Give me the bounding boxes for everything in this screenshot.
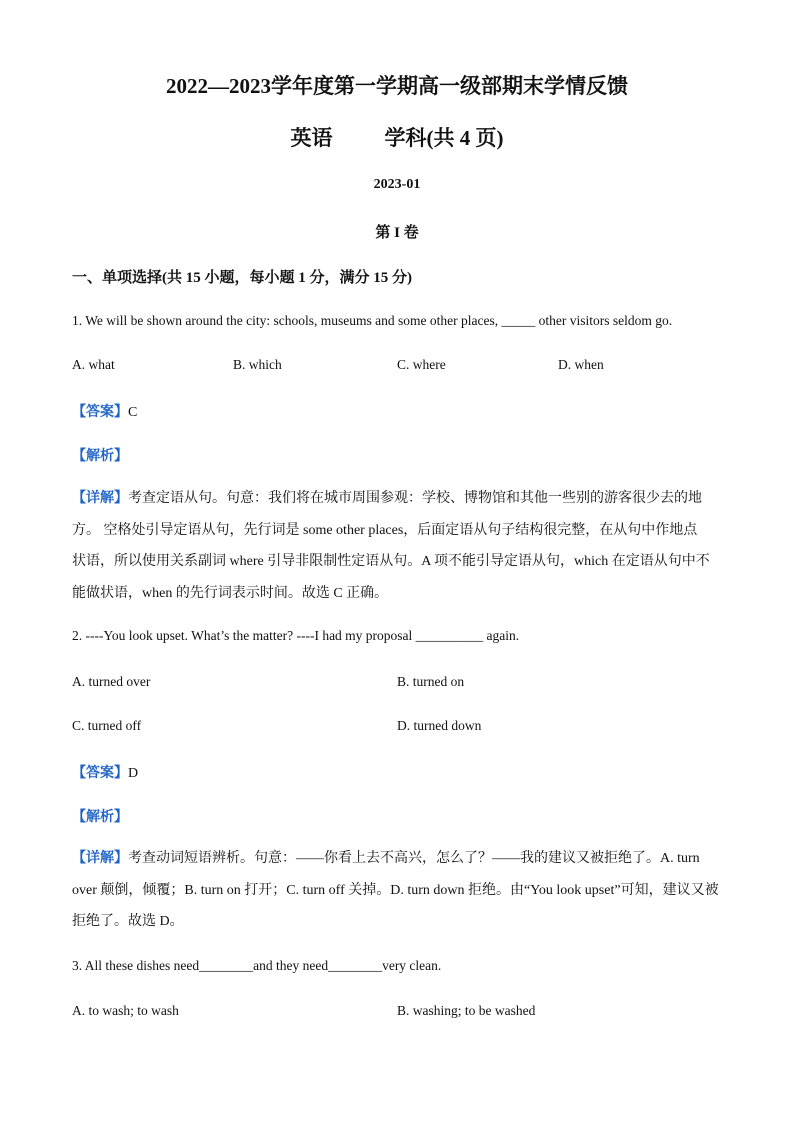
question-2-answer [72, 762, 138, 782]
subject-line [0, 122, 794, 152]
analysis-label: 【解析】 [72, 449, 128, 464]
question-3-option-b: B. washing; to be washed [397, 1003, 536, 1018]
question-2-option-c: C. turned off [72, 718, 142, 733]
detail-line: 能做状语，when 的先行词表示时间。故选 C 正确。 [72, 585, 389, 601]
question-2-detail [72, 843, 722, 938]
question-3-option-a: A. to wash; to wash [72, 1003, 179, 1018]
question-1-option-a: A. what [72, 357, 115, 372]
detail-label: 【详解】 [72, 491, 128, 506]
detail-line: over 颠倒，倾覆；B. turn on 打开；C. turn off 关掉。D. turn down 拒绝。由“You look upset”可知，建议又被 [72, 882, 719, 898]
question-1-detail [72, 483, 722, 609]
detail-line: 【详解】考查动词短语辨析。句意：——你看上去不高兴，怎么了？——我的建议又被拒绝了。A. turn [72, 851, 700, 866]
question-1-answer [72, 401, 137, 421]
question-1-option-d: D. when [558, 357, 604, 372]
section-heading: 一、单项选择(共 15 小题，每小题 1 分，满分 15 分) [72, 270, 412, 286]
exam-title: 2022—2023学年度第一学期高一级部期末学情反馈 [166, 74, 628, 98]
subject-suffix: 学科(共 4 页) [384, 126, 504, 150]
answer-value: D [128, 766, 139, 781]
answer-label: 【答案】 [72, 766, 128, 781]
question-1-option-b: B. which [233, 357, 282, 372]
detail-label: 【详解】 [72, 851, 128, 866]
subject-name: 英语 [290, 126, 333, 150]
question-2-stem: 2. ----You look upset. What’s the matter? ----I had my proposal __________ again. [72, 628, 520, 643]
question-2-analysis [72, 806, 128, 826]
question-1-option-c: C. where [397, 357, 446, 372]
exam-date: 2023-01 [373, 177, 421, 192]
analysis-label: 【解析】 [72, 810, 128, 825]
question-2-option-b: B. turned on [397, 674, 465, 689]
answer-value: C [128, 405, 138, 420]
question-1-stem: 1. We will be shown around the city: schools, museums and some other places, _____ other visitors seldom go. [72, 313, 673, 328]
answer-label: 【答案】 [72, 405, 128, 420]
volume-label: 第 I 卷 [375, 225, 419, 241]
question-3-stem: 3. All these dishes need________and they need________very clean. [72, 958, 442, 973]
detail-line: 【详解】考查定语从句。句意：我们将在城市周围参观：学校、博物馆和其他一些别的游客很少去的地 [72, 491, 702, 506]
question-2-option-a: A. turned over [72, 674, 151, 689]
question-1-analysis [72, 445, 128, 465]
detail-line: 状语，所以使用关系副词 where 引导非限制性定语从句。A 项不能引导定语从句，which 在定语从句中不 [72, 554, 710, 569]
detail-line: 拒绝了。故选 D。 [72, 914, 184, 929]
question-2-option-d: D. turned down [397, 718, 482, 733]
detail-line: 方。 空格处引导定语从句，先行词是 some other places，后面定语从句子结构很完整，在从句中作地点 [72, 522, 698, 538]
